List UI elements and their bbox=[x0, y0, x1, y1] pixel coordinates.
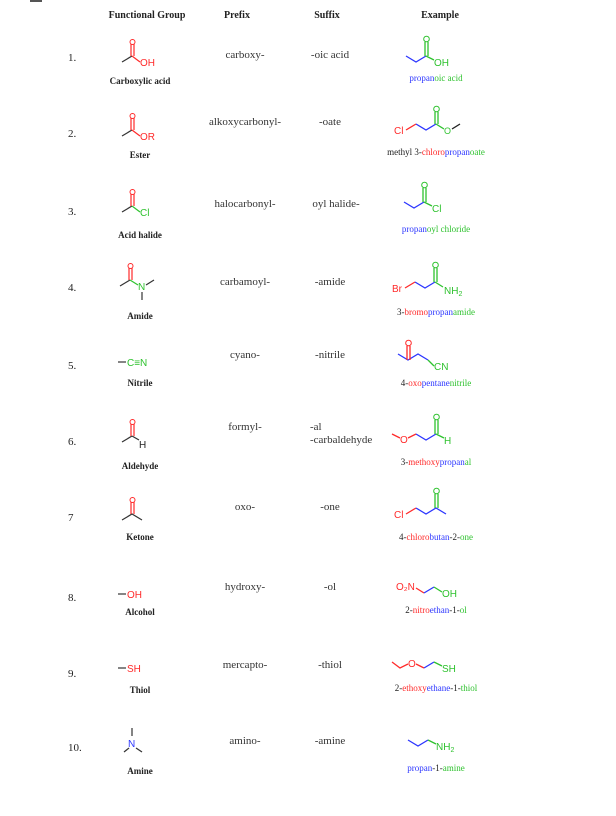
prefix-cell: amino- bbox=[229, 735, 261, 747]
name-part: ethoxy bbox=[402, 683, 427, 693]
row-number: 7 bbox=[68, 512, 74, 524]
name-part: 4- bbox=[399, 532, 407, 542]
suffix-cell: -one bbox=[320, 501, 340, 513]
row-number: 10. bbox=[68, 742, 82, 754]
suffix-cell: -oic acid bbox=[310, 49, 350, 61]
group-name: Acid halide bbox=[118, 230, 162, 240]
name-part: 4- bbox=[400, 378, 409, 388]
prefix-cell: mercapto- bbox=[222, 659, 268, 671]
group-name: Ester bbox=[129, 150, 151, 160]
prefix-cell: halocarbonyl- bbox=[214, 198, 276, 210]
svg-text:O: O bbox=[408, 659, 416, 670]
header-example: Example bbox=[421, 10, 459, 21]
acid-halide-structure bbox=[102, 186, 168, 226]
name-part: methyl 3- bbox=[387, 147, 422, 157]
svg-text:O: O bbox=[444, 126, 452, 136]
aldehyde-structure bbox=[102, 416, 168, 456]
name-part: oyl chloride bbox=[426, 224, 471, 234]
name-part: propan bbox=[439, 457, 465, 467]
svg-text:N: N bbox=[138, 282, 146, 293]
group-name: Amine bbox=[127, 766, 153, 776]
svg-text:OH: OH bbox=[140, 58, 155, 69]
name-part: ethane bbox=[426, 683, 451, 693]
name-part: -1- bbox=[432, 763, 443, 773]
svg-text:N: N bbox=[128, 739, 136, 750]
suffix-cell: oyl halide- bbox=[312, 198, 360, 210]
row-number: 1. bbox=[68, 52, 77, 64]
name-part: oate bbox=[469, 147, 485, 157]
bromopropanamide-structure bbox=[378, 258, 490, 306]
example-name bbox=[336, 683, 536, 693]
name-part: 3- bbox=[400, 457, 409, 467]
name-part: amide bbox=[453, 307, 475, 317]
thiol-structure bbox=[102, 650, 168, 690]
row-number: 5. bbox=[68, 360, 77, 372]
header-suffix: Suffix bbox=[314, 10, 340, 21]
name-part: 3- bbox=[397, 307, 405, 317]
svg-text:SH: SH bbox=[442, 664, 456, 675]
group-name: Ketone bbox=[126, 532, 154, 542]
name-part: -1- bbox=[449, 605, 460, 615]
group-name: Carboxylic acid bbox=[109, 76, 171, 86]
name-part: propan bbox=[409, 73, 435, 83]
ketone-structure bbox=[102, 494, 168, 534]
svg-text:Cl: Cl bbox=[140, 208, 150, 219]
name-part: butan bbox=[429, 532, 450, 542]
name-part: 2- bbox=[394, 683, 403, 693]
group-name: Aldehyde bbox=[121, 461, 159, 471]
suffix-cell: -amide bbox=[314, 276, 346, 288]
carboxylic-acid-structure bbox=[102, 36, 168, 76]
example-name bbox=[336, 763, 536, 773]
amide-structure bbox=[102, 262, 168, 302]
name-part: oic acid bbox=[434, 73, 463, 83]
name-part: propan bbox=[407, 763, 433, 773]
suffix-cell: -nitrile bbox=[315, 349, 345, 361]
chlorobutanone-structure bbox=[378, 484, 490, 532]
prefix-cell: alkoxycarbonyl- bbox=[208, 116, 282, 128]
row-number: 6. bbox=[68, 436, 77, 448]
svg-text:OH: OH bbox=[434, 58, 449, 69]
name-part: propan bbox=[428, 307, 453, 317]
oxopentanenitrile-structure bbox=[378, 332, 490, 380]
example-name bbox=[336, 532, 536, 542]
name-part: nitro bbox=[412, 605, 430, 615]
header-prefix: Prefix bbox=[224, 10, 250, 21]
svg-text:Cl: Cl bbox=[394, 126, 404, 137]
row-number: 3. bbox=[68, 206, 77, 218]
header-functional-group: Functional Group bbox=[108, 10, 186, 21]
ester-structure bbox=[102, 110, 168, 150]
name-part: amine bbox=[442, 763, 465, 773]
row-number: 4. bbox=[68, 282, 77, 294]
name-part: chloro bbox=[421, 147, 445, 157]
methoxypropanal-structure bbox=[378, 410, 490, 458]
example-name bbox=[336, 605, 536, 615]
example-name bbox=[336, 457, 536, 467]
name-part: propan bbox=[401, 224, 427, 234]
name-part: chloro bbox=[406, 532, 430, 542]
svg-text:O₂N: O₂N bbox=[396, 582, 415, 593]
name-part: methoxy bbox=[408, 457, 440, 467]
svg-text:OR: OR bbox=[140, 132, 155, 143]
row-number: 2. bbox=[68, 128, 77, 140]
name-part: ethan bbox=[429, 605, 450, 615]
name-part: -2- bbox=[449, 532, 460, 542]
prefix-cell: carboxy- bbox=[225, 49, 265, 61]
name-part: nitrile bbox=[449, 378, 472, 388]
group-name: Nitrile bbox=[127, 378, 153, 388]
name-part: one bbox=[460, 532, 473, 542]
svg-text:H: H bbox=[139, 440, 147, 451]
name-part: oxo bbox=[408, 378, 422, 388]
group-name: Thiol bbox=[129, 685, 151, 695]
top-mark bbox=[30, 0, 42, 2]
svg-text:SH: SH bbox=[127, 664, 141, 675]
suffix-line-2: -carbaldehyde bbox=[310, 434, 373, 446]
propanamine-structure bbox=[378, 720, 490, 768]
svg-text:NH2: $NH_2$ bbox=[436, 742, 455, 754]
example-name bbox=[336, 73, 536, 83]
group-name: Amide bbox=[127, 311, 153, 321]
name-part: -1- bbox=[450, 683, 461, 693]
suffix-cell: -oate bbox=[319, 116, 341, 128]
svg-text:OH: OH bbox=[442, 589, 457, 600]
prefix-cell: oxo- bbox=[234, 501, 256, 513]
prefix-cell: formyl- bbox=[228, 421, 262, 433]
svg-text:Cl: Cl bbox=[432, 204, 442, 215]
svg-text:CN: CN bbox=[434, 362, 449, 373]
suffix-cell: -amine bbox=[314, 735, 346, 747]
propanoyl-chloride-structure bbox=[378, 178, 490, 226]
example-name bbox=[336, 224, 536, 234]
prefix-cell: cyano- bbox=[230, 349, 260, 361]
example-name bbox=[336, 378, 536, 388]
ester-example-structure bbox=[378, 104, 490, 152]
name-part: al bbox=[464, 457, 472, 467]
example-name bbox=[336, 147, 536, 157]
svg-text:OH: OH bbox=[127, 590, 142, 601]
svg-text:H: H bbox=[444, 436, 452, 447]
svg-text:Cl: Cl bbox=[394, 510, 404, 521]
name-part: ol bbox=[459, 605, 467, 615]
svg-text:O: O bbox=[400, 435, 408, 446]
group-name: Alcohol bbox=[125, 607, 155, 617]
name-part: pentane bbox=[421, 378, 450, 388]
name-part: bromo bbox=[404, 307, 428, 317]
prefix-cell: carbamoyl- bbox=[219, 276, 271, 288]
example-name bbox=[336, 307, 536, 317]
name-part: propan bbox=[444, 147, 470, 157]
suffix-cell: -thiol bbox=[318, 659, 342, 671]
suffix-line-1: -al bbox=[310, 421, 322, 433]
suffix-cell: -ol bbox=[323, 581, 337, 593]
svg-text:Br: Br bbox=[392, 284, 402, 295]
suffix-cell bbox=[310, 421, 372, 447]
amine-structure bbox=[102, 724, 168, 764]
propanoic-acid-structure bbox=[378, 30, 490, 78]
prefix-cell: hydroxy- bbox=[224, 581, 266, 593]
svg-text:C≡N: C≡N bbox=[127, 358, 148, 369]
name-part: thiol bbox=[460, 683, 478, 693]
name-part: 2- bbox=[405, 605, 413, 615]
svg-text:NH2: $NH_2$ bbox=[444, 286, 463, 298]
row-number: 8. bbox=[68, 592, 77, 604]
row-number: 9. bbox=[68, 668, 77, 680]
